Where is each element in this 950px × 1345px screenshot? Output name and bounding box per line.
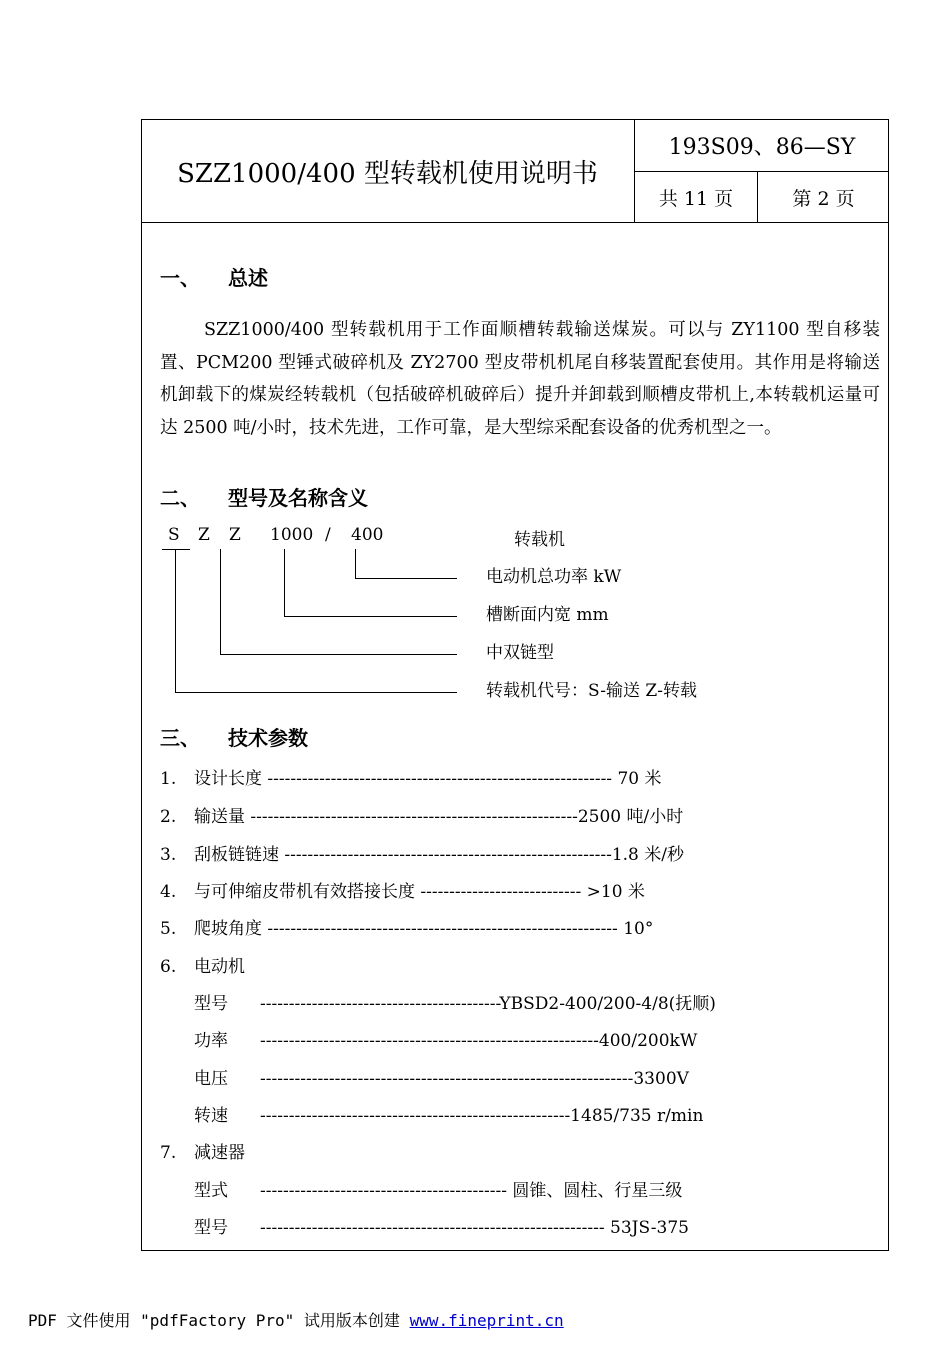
leader-line: [220, 549, 221, 655]
motor-voltage: 电压 -----------------------------------------------------------------3300V: [194, 1069, 689, 1089]
header-bottom-rule: [141, 222, 889, 223]
param-chain-speed: 3. 刮板链链速 ---------------------------------------------------------1.8 米/秒: [160, 845, 684, 865]
motor-model: 型号 ------------------------------------------YBSD2-400/200-4/8(抚顺): [194, 994, 716, 1014]
section-title: 技术参数: [228, 726, 308, 750]
param-design-length: 1. 设计长度 ------------------------------------------------------------ 70 米: [160, 769, 662, 789]
overview-paragraph: SZZ1000/400 型转载机用于工作面顺槽转载输送煤炭。可以与 ZY1100 型自移装置、PCM200 型锤式破碎机及 ZY2700 型皮带机机尾自移装置配套使用。其作用是将输送机卸载下的煤炭经转载机（包括破碎机破碎后）提升并卸载到顺槽皮带机上,本转载机运量可达 2500 吨/小时，技术先进，工作可靠，是大型综采配套设备的优秀机型之一。: [160, 320, 880, 438]
param-motor: 6. 电动机: [160, 957, 245, 977]
section-title: 总述: [228, 266, 268, 290]
pdf-footer: [28, 1308, 564, 1331]
param-capacity: 2. 输送量 ---------------------------------------------------------2500 吨/小时: [160, 807, 684, 827]
section-title: 型号及名称含义: [228, 486, 368, 510]
param-reducer: 7. 减速器: [160, 1143, 245, 1163]
section-1-heading: [160, 262, 268, 291]
leader-line: [284, 616, 457, 617]
page-number: 第 2 页: [792, 187, 855, 210]
leader-line: [284, 549, 285, 617]
label-type-code: 转载机代号：S-输送 Z-转载: [486, 681, 697, 701]
param-overlap-length: 4. 与可伸缩皮带机有效搭接长度 ---------------------------- >10 米: [160, 882, 645, 902]
document-number: 193S09、86—SY: [668, 135, 856, 160]
leader-line: [162, 549, 190, 550]
section-number: 三、: [160, 726, 200, 750]
section-number: 二、: [160, 486, 200, 510]
document-title: SZZ1000/400 型转载机使用说明书: [177, 158, 598, 189]
model-code-z1: Z: [198, 525, 210, 545]
motor-speed: 转速 ------------------------------------------------------1485/735 r/min: [194, 1106, 704, 1126]
section-number: 一、: [160, 266, 200, 290]
label-trough-width: 槽断面内宽 mm: [486, 605, 609, 625]
fineprint-link[interactable]: www.fineprint.cn: [409, 1311, 564, 1330]
total-pages: 共 11 页: [658, 187, 734, 210]
leader-line: [175, 692, 457, 693]
param-climb-angle: 5. 爬坡角度 ------------------------------------------------------------- 10°: [160, 919, 654, 939]
leader-line: [220, 654, 457, 655]
section-2-heading: [160, 482, 368, 511]
reducer-model: 型号 ------------------------------------------------------------ 53JS-375: [194, 1218, 689, 1238]
label-conveyor: 转载机: [514, 530, 565, 550]
footer-text: PDF 文件使用 "pdfFactory Pro" 试用版本创建: [28, 1311, 410, 1330]
model-code-s: S: [168, 525, 180, 545]
leader-line: [175, 549, 176, 693]
leader-line: [355, 578, 457, 579]
motor-power: 功率 -----------------------------------------------------------400/200kW: [194, 1031, 698, 1051]
label-motor-power: 电动机总功率 kW: [486, 567, 622, 587]
model-code-power: 400: [351, 525, 384, 545]
label-double-chain: 中双链型: [486, 643, 554, 663]
model-code-z2: Z: [229, 525, 241, 545]
reducer-type: 型式 ------------------------------------------- 圆锥、圆柱、行星三级: [194, 1181, 683, 1201]
section-3-heading: [160, 722, 308, 751]
leader-line: [355, 549, 356, 579]
model-code-width: 1000: [270, 525, 314, 545]
model-code-slash: /: [325, 525, 331, 545]
